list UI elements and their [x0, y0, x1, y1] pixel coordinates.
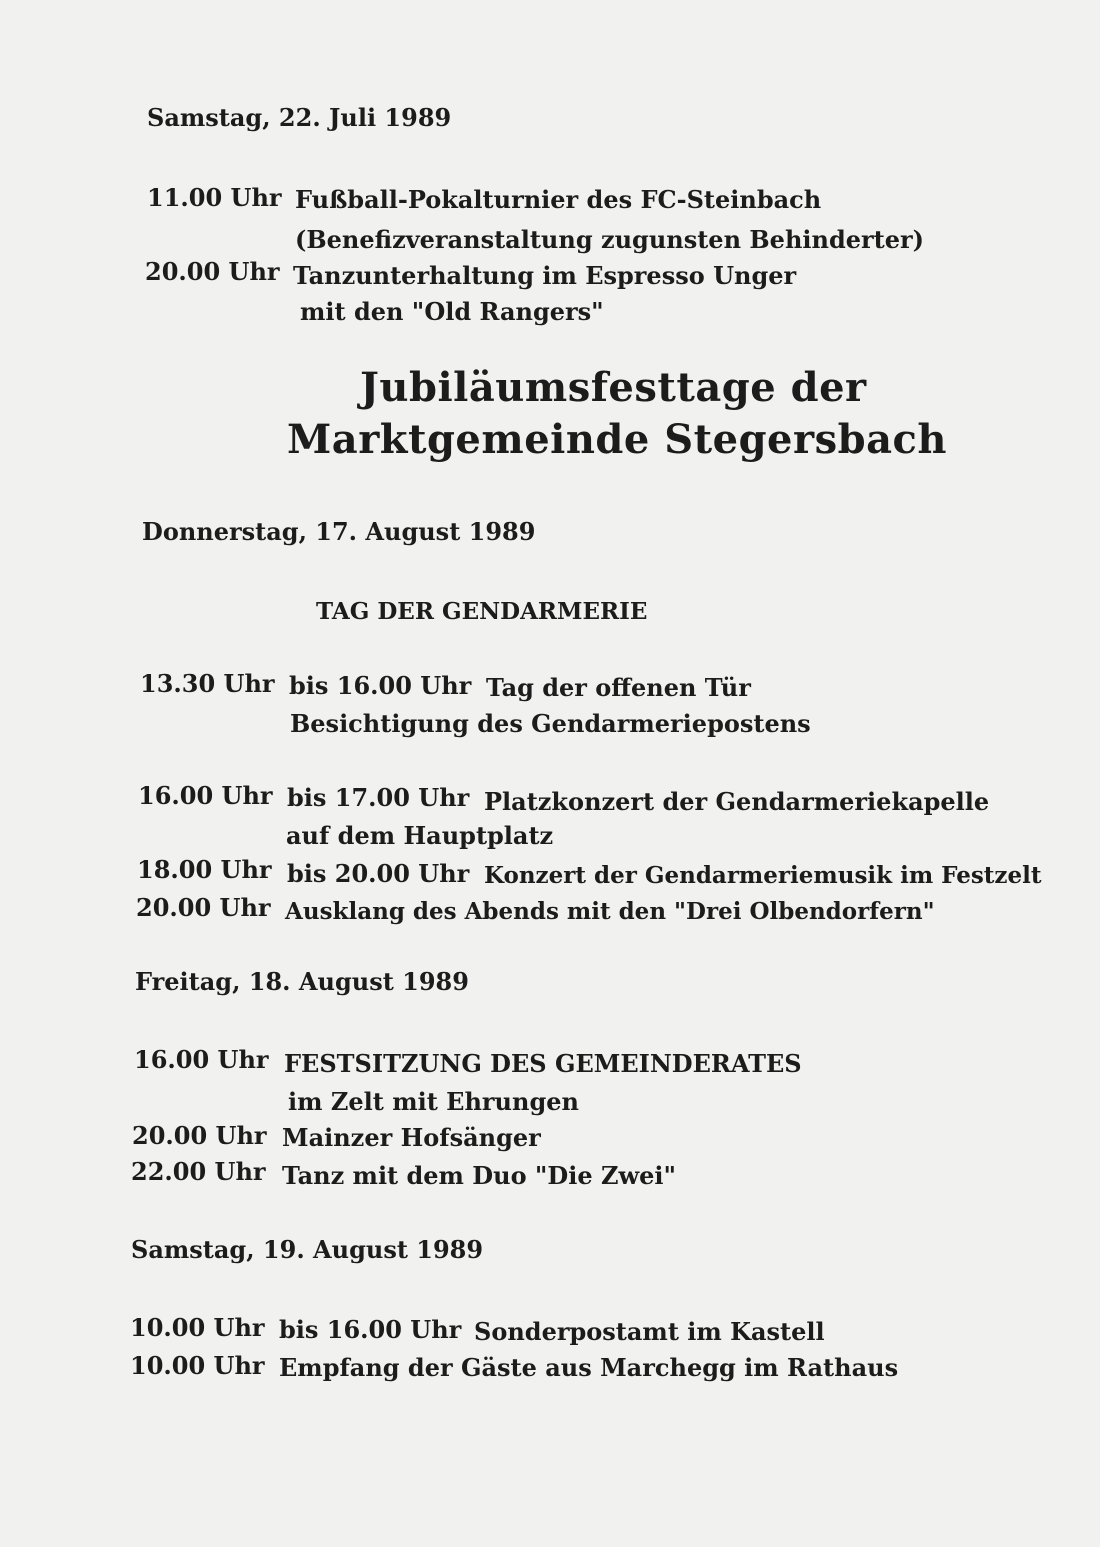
main-title-line1: Jubiläumsfesttage der: [360, 364, 867, 411]
event-text: Mainzer Hofsänger: [282, 1123, 541, 1152]
event-subtext: auf dem Hauptplatz: [286, 821, 554, 850]
event-text: Ausklang des Abends mit den "Drei Olbendorfern": [285, 898, 935, 925]
date-heading-saturday: Samstag, 19. August 1989: [131, 1235, 484, 1264]
event-time: 20.00 Uhr: [145, 257, 280, 286]
event-until: bis 16.00 Uhr: [289, 671, 472, 700]
event-text: Tag der offenen Tür: [486, 673, 751, 702]
event-text: Tanzunterhaltung im Espresso Unger: [293, 261, 797, 290]
event-text: Sonderpostamt im Kastell: [474, 1317, 825, 1346]
date-heading-july: Samstag, 22. Juli 1989: [147, 103, 452, 132]
event-time: 22.00 Uhr: [131, 1157, 266, 1186]
event-text: Tanz mit dem Duo "Die Zwei": [282, 1161, 677, 1190]
event-subtext: Besichtigung des Gendarmeriepostens: [290, 709, 811, 738]
event-text: FESTSITZUNG DES GEMEINDERATES: [284, 1049, 802, 1078]
event-subtext: im Zelt mit Ehrungen: [288, 1087, 579, 1116]
date-heading-friday: Freitag, 18. August 1989: [135, 967, 469, 996]
main-title-line2: Marktgemeinde Stegersbach: [287, 416, 947, 463]
event-time: 20.00 Uhr: [136, 893, 271, 922]
event-time: 13.30 Uhr: [140, 669, 275, 698]
event-time: 20.00 Uhr: [132, 1121, 267, 1150]
event-text: Empfang der Gäste aus Marchegg im Rathaus: [279, 1353, 899, 1382]
event-time: 16.00 Uhr: [134, 1045, 269, 1074]
event-subtext: mit den "Old Rangers": [300, 297, 604, 326]
event-until: bis 16.00 Uhr: [279, 1315, 462, 1344]
event-text: Konzert der Gendarmeriemusik im Festzelt: [484, 862, 1042, 889]
event-time: 10.00 Uhr: [130, 1313, 265, 1342]
section-heading: TAG DER GENDARMERIE: [316, 598, 648, 625]
event-text: Platzkonzert der Gendarmeriekapelle: [484, 787, 990, 816]
event-subtext: (Benefizveranstaltung zugunsten Behinderter): [295, 225, 925, 254]
event-until: bis 20.00 Uhr: [287, 859, 470, 888]
event-text: Fußball-Pokalturnier des FC-Steinbach: [295, 185, 822, 214]
event-time: 18.00 Uhr: [137, 855, 272, 884]
event-time: 16.00 Uhr: [138, 781, 273, 810]
event-time: 10.00 Uhr: [130, 1351, 265, 1380]
event-until: bis 17.00 Uhr: [287, 783, 470, 812]
date-heading-thursday: Donnerstag, 17. August 1989: [142, 517, 536, 546]
event-time: 11.00 Uhr: [147, 183, 282, 212]
